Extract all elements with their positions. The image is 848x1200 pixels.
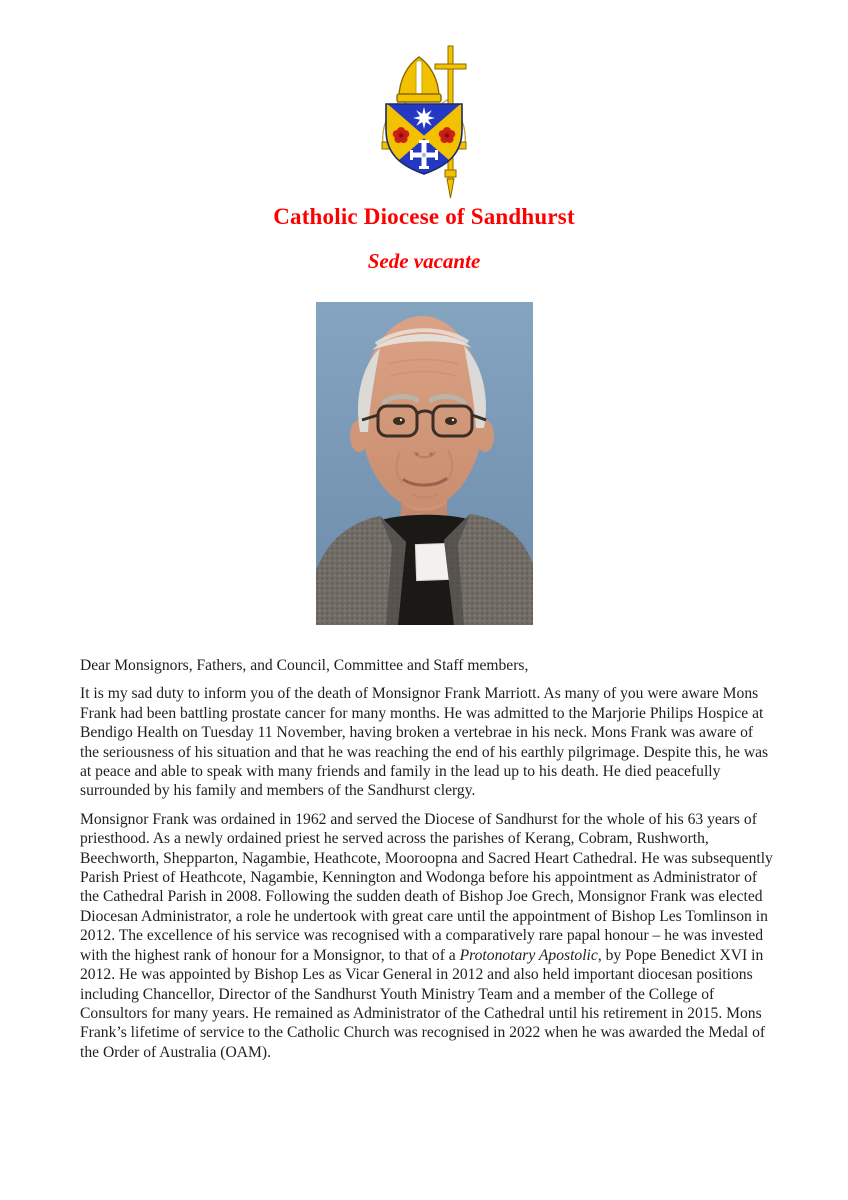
biography-italic-honour: Protonotary Apostolic	[459, 946, 598, 964]
page-subtitle: Sede vacante	[367, 249, 481, 273]
letter-body	[80, 656, 774, 1071]
salutation: Dear Monsignors, Fathers, and Council, Committee and Staff members,	[80, 657, 529, 674]
biography-text-before: Monsignor Frank was ordained in 1962 and served the Diocese of Sandhurst for the whole of his 63 years of priesthood. As a newly ordained priest he served across the parishes of Kerang, Cobram, Rushworth, Beechworth, Shepparton, Nagambie, Heathcote, Mooroopna and Sacred Heart Cathedral. He was subsequently Parish Priest of Heathcote, Nagambie, Kennington and Wodonga before his appointment as Administrator of the Cathedral Parish in 2008. Following the sudden death of Bishop Joe Grech, Monsignor Frank was elected Diocesan Administrator, a role he undertook with great care until the appointment of Bishop Les Tomlinson in 2012. The excellence of his service was recognised with a comparatively rare papal honour – he was invested with the highest rank of honour for a Monsignor, to that of a	[80, 810, 773, 964]
coat-of-arms-icon	[359, 42, 489, 204]
diocese-crest	[359, 42, 489, 204]
paragraph-biography	[80, 810, 774, 1062]
page-title: Catholic Diocese of Sandhurst	[273, 204, 575, 229]
portrait-photo	[316, 302, 533, 625]
priest-portrait-image	[316, 302, 533, 625]
biography-text-after: , by Pope Benedict XVI in 2012. He was appointed by Bishop Les as Vicar General in 2012 and also held important diocesan positions including Chancellor, Director of the Sandhurst Youth Ministry Team and a member of the College of Consultors for many years. He remained as Administrator of the Cathedral until his retirement in 2015. Mons Frank’s lifetime of service to the Catholic Church was recognised in 2022 when he was awarded the Medal of the Order of Australia (OAM).	[80, 946, 766, 1061]
paragraph-death-announcement: It is my sad duty to inform you of the death of Monsignor Frank Marriott. As many of you were aware Mons Frank had been battling prostate cancer for many months. He was admitted to the Marjorie Philips Hospice at Bendigo Health on Tuesday 11 November, having broken a vertebrae in his neck. Mons Frank was aware of the seriousness of his situation and that he was reaching the end of his earthly pilgrimage. Despite this, he was at peace and able to speak with many friends and family in the lead up to his death. He died peacefully surrounded by his family and members of the Sandhurst clergy.	[80, 685, 769, 800]
